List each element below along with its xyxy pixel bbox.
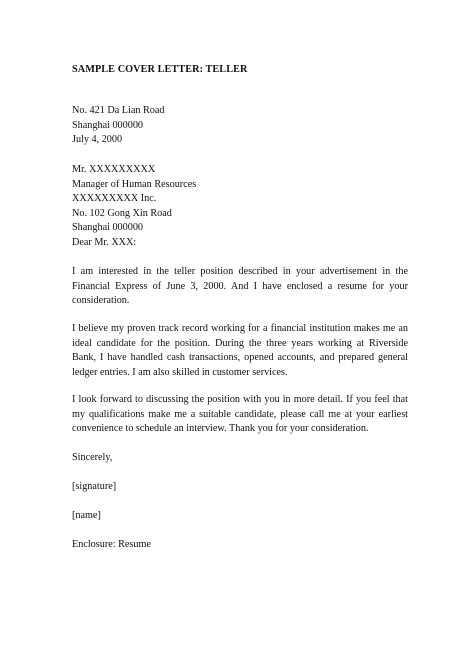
letter-date: July 4, 2000 bbox=[72, 134, 123, 146]
body-paragraph-3: I look forward to discussing the position with you in more detail. If you feel that my qualifications make me a suitable candidate, please call me at your earliest convenience to schedule an interview. Thank you for your consideration. bbox=[72, 394, 408, 435]
enclosure-line: Enclosure: Resume bbox=[72, 539, 151, 550]
sender-street: No. 421 Da Lian Road bbox=[72, 105, 165, 116]
sender-city: Shanghai 000000 bbox=[72, 119, 144, 131]
recipient-address bbox=[72, 163, 412, 236]
recipient-position: Manager of Human Resources bbox=[72, 178, 197, 190]
salutation: Dear Mr. XXX: bbox=[72, 237, 137, 248]
recipient-name: Mr. XXXXXXXXX bbox=[72, 164, 156, 175]
body-paragraph-1: I am interested in the teller position described in your advertisement in the Financial Express of June 3, 2000. And I have enclosed a resume for your consideration. bbox=[72, 266, 408, 307]
signature-placeholder: [signature] bbox=[72, 481, 117, 492]
sender-address bbox=[72, 104, 412, 148]
letter-title: SAMPLE COVER LETTER: TELLER bbox=[72, 64, 248, 75]
recipient-city: Shanghai 000000 bbox=[72, 222, 144, 234]
recipient-company: XXXXXXXXX Inc. bbox=[72, 193, 157, 205]
name-placeholder: [name] bbox=[72, 510, 101, 521]
closing: Sincerely, bbox=[72, 452, 113, 463]
body-paragraph-2: I believe my proven track record working for a financial institution makes me an ideal candidate for the position. During the three years working at Riverside Bank, I have handled cash transactions, opened accounts, and prepared general ledger entries. I am also skilled in customer services. bbox=[72, 323, 408, 378]
recipient-street: No. 102 Gong Xin Road bbox=[72, 207, 172, 219]
